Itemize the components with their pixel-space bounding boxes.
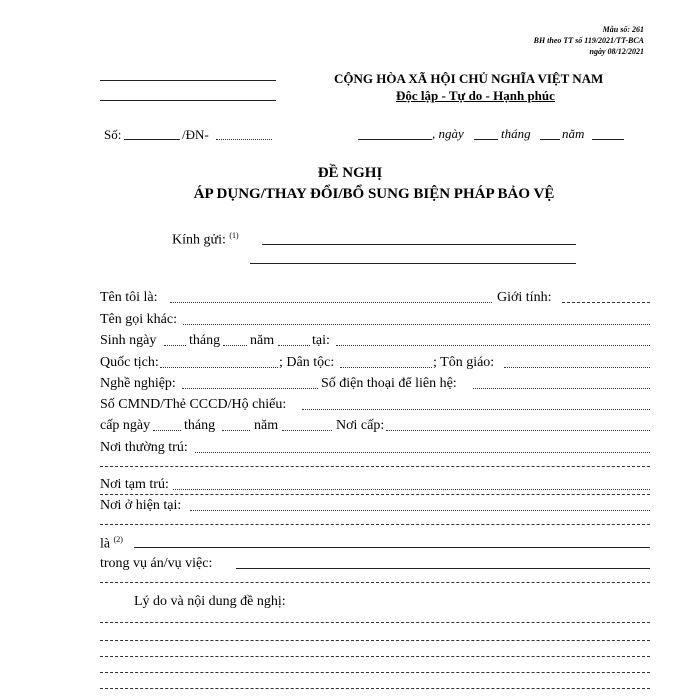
nationality-label: Quốc tịch: — [100, 355, 159, 370]
current-residence-blank[interactable] — [190, 510, 650, 511]
occupation-blank[interactable] — [182, 388, 318, 389]
religion-label: ; Tôn giáo: — [433, 355, 495, 370]
id-label: Số CMND/Thẻ CCCD/Hộ chiếu: — [100, 397, 287, 412]
number-label: Số: — [104, 127, 122, 142]
document-subtitle: ÁP DỤNG/THAY ĐỔI/BỔ SUNG BIỆN PHÁP BẢO VỆ — [193, 186, 555, 202]
phone-label: Số điện thoại để liên hệ: — [321, 376, 457, 391]
nation-title: CỘNG HÒA XÃ HỘI CHỦ NGHĨA VIỆT NAM — [334, 71, 604, 86]
issue-place-blank[interactable] — [386, 430, 650, 431]
birth-month-label: tháng — [189, 333, 221, 348]
form-reference — [534, 24, 644, 57]
date-year-label: năm — [562, 126, 585, 141]
issue-day-label: cấp ngày — [100, 418, 151, 433]
year-blank — [592, 139, 624, 140]
id-blank[interactable] — [302, 409, 650, 410]
recipient-note: (1) — [229, 231, 239, 240]
issue-place-label: Nơi cấp: — [336, 418, 385, 433]
ethnicity-label: ; Dân tộc: — [279, 355, 335, 370]
form-circular: BH theo TT số 119/2021/TT-BCA — [533, 36, 644, 45]
phone-blank[interactable] — [473, 388, 650, 389]
agency-line-1 — [100, 80, 276, 81]
issue-year-blank[interactable] — [282, 430, 332, 431]
reason-line-1[interactable] — [100, 622, 650, 623]
case-label: trong vụ án/vụ việc: — [100, 556, 213, 571]
case-blank[interactable] — [236, 568, 650, 569]
document-title: ĐỀ NGHỊ — [317, 165, 383, 181]
case-line-2[interactable] — [100, 582, 650, 583]
issue-year-label: năm — [254, 418, 279, 433]
reason-line-5[interactable] — [100, 688, 650, 689]
gender-blank[interactable] — [562, 302, 650, 303]
form-date: ngày 08/12/2021 — [589, 47, 644, 56]
religion-blank[interactable] — [504, 367, 650, 368]
alias-blank[interactable] — [183, 324, 650, 325]
issue-day-blank[interactable] — [153, 430, 181, 431]
reason-line-4[interactable] — [100, 672, 650, 673]
temporary-residence-line-2[interactable] — [100, 494, 650, 495]
role-blank[interactable] — [134, 547, 650, 548]
date-day-label: , ngày — [432, 126, 464, 141]
current-residence-label: Nơi ở hiện tại: — [100, 498, 182, 513]
dn-blank — [216, 139, 272, 140]
nation-motto: Độc lập - Tự do - Hạnh phúc — [396, 88, 555, 103]
place-blank — [358, 139, 432, 140]
permanent-residence-line-2[interactable] — [100, 466, 650, 467]
recipient-line-1 — [262, 244, 576, 245]
issue-month-blank[interactable] — [222, 430, 250, 431]
nationality-blank[interactable] — [160, 367, 278, 368]
occupation-label: Nghề nghiệp: — [100, 376, 176, 391]
date-month-label: tháng — [501, 126, 531, 141]
birth-place-blank[interactable] — [336, 345, 650, 346]
form-number: Mẫu số: 261 — [602, 25, 644, 34]
permanent-residence-label: Nơi thường trú: — [100, 440, 188, 455]
current-residence-line-2[interactable] — [100, 524, 650, 525]
birth-year-label: năm — [250, 333, 275, 348]
agency-line-2 — [100, 100, 276, 101]
reason-line-3[interactable] — [100, 656, 650, 657]
dn-label: /ĐN- — [182, 127, 209, 142]
day-blank — [474, 139, 498, 140]
role-note: (2) — [113, 535, 123, 544]
reason-label: Lý do và nội dung đề nghị: — [134, 594, 286, 609]
recipient-label: Kính gửi: $^{(1)}$ — [172, 231, 239, 248]
permanent-residence-blank[interactable] — [195, 452, 650, 453]
name-blank[interactable] — [170, 302, 492, 303]
recipient-line-2 — [250, 263, 576, 264]
number-blank — [124, 139, 180, 140]
gender-label: Giới tính: — [497, 290, 552, 305]
alias-label: Tên gọi khác: — [100, 312, 177, 327]
issue-month-label: tháng — [184, 418, 216, 433]
month-blank — [540, 139, 560, 140]
birth-day-label: Sinh ngày — [100, 333, 157, 348]
birth-month-blank[interactable] — [223, 345, 247, 346]
temporary-residence-blank[interactable] — [173, 489, 650, 490]
name-label: Tên tôi là: — [100, 290, 158, 305]
ethnicity-blank[interactable] — [340, 367, 432, 368]
temporary-residence-label: Nơi tạm trú: — [100, 477, 169, 492]
birth-place-label: tại: — [312, 333, 330, 348]
birth-year-blank[interactable] — [278, 345, 310, 346]
birth-day-blank[interactable] — [164, 345, 186, 346]
role-label: là $^{(2)}$ — [100, 535, 123, 552]
reason-line-2[interactable] — [100, 640, 650, 641]
